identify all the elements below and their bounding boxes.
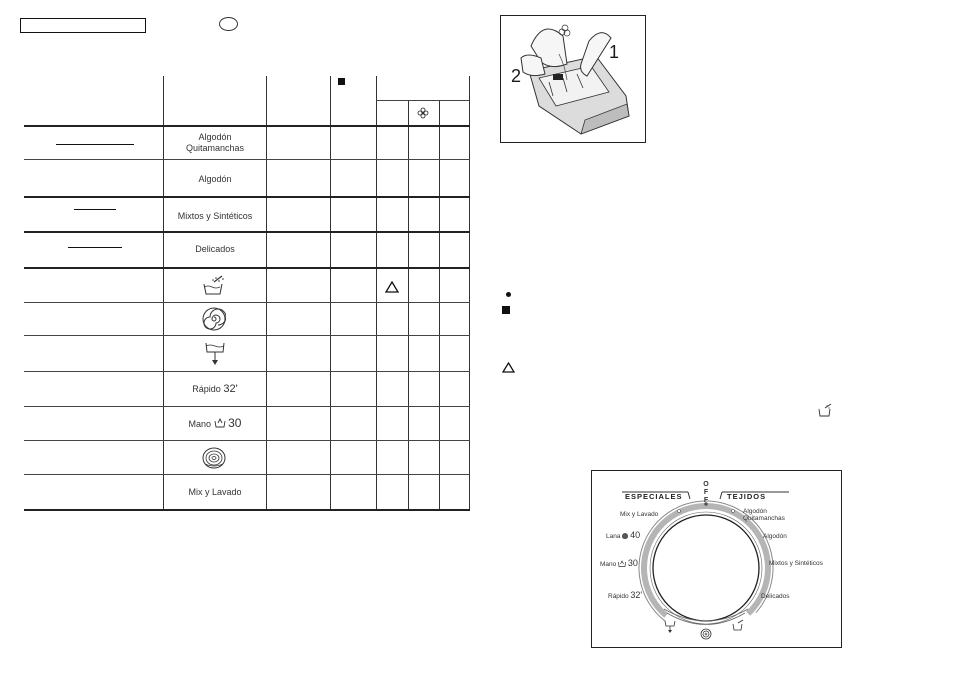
dial-item-cotton: Algodón xyxy=(763,533,787,540)
rinse-shower-small-icon xyxy=(818,403,832,417)
hand-wash-icon xyxy=(214,417,226,428)
softener-flower-icon xyxy=(417,107,429,119)
program-table xyxy=(24,76,470,510)
row-line xyxy=(24,196,470,198)
dial-item-delicate: Delicados xyxy=(761,593,790,600)
row-label-quick: Rápido 32' xyxy=(192,383,238,395)
col-divider xyxy=(439,100,440,510)
row-label-mix-wash: Mix y Lavado xyxy=(188,487,242,497)
detergent-drawer-illustration xyxy=(501,16,645,142)
wool-ball-icon xyxy=(201,446,227,470)
program-dial-panel xyxy=(591,470,842,648)
dial-item-hand: Mano 30 xyxy=(600,558,638,568)
triangle-icon xyxy=(502,362,515,373)
header-subline xyxy=(376,100,469,101)
header-box xyxy=(20,18,146,33)
drain-icon xyxy=(204,340,226,366)
figure-label-2: 2 xyxy=(511,66,522,86)
country-oval-icon xyxy=(219,17,238,31)
col-divider xyxy=(266,76,267,510)
blank-underline xyxy=(74,209,116,210)
row-line xyxy=(24,267,470,269)
row-line xyxy=(24,406,470,407)
row-label-cotton: Algodón xyxy=(198,174,232,184)
row-label-hand-wash: Mano 30 xyxy=(188,416,242,430)
spin-spiral-icon xyxy=(202,307,226,331)
row-line xyxy=(24,302,470,303)
row-line xyxy=(24,371,470,372)
dial-item-cotton-stain: Algodón Quitamanchas xyxy=(743,508,785,522)
rinse-shower-icon xyxy=(202,274,226,296)
row-line xyxy=(24,231,470,233)
dial-item-mix-wash: Mix y Lavado xyxy=(620,511,659,518)
col-divider xyxy=(330,76,331,510)
row-line xyxy=(24,159,470,160)
wool-drop-icon xyxy=(622,533,628,539)
dial-item-quick: Rápido 32' xyxy=(608,590,643,600)
row-line xyxy=(24,335,470,336)
blank-underline xyxy=(68,247,122,248)
col-divider xyxy=(469,76,470,510)
rinse-triangle-icon xyxy=(385,281,399,293)
col-divider xyxy=(408,100,409,510)
row-line xyxy=(24,509,470,511)
row-label-mixed-synthetic: Mixtos y Sintéticos xyxy=(177,211,253,221)
spin-small-icon xyxy=(700,628,712,640)
rinse-small-icon xyxy=(732,619,744,631)
row-line xyxy=(24,440,470,441)
hand-wash-small-icon xyxy=(618,560,626,567)
figure-label-1: 1 xyxy=(609,42,620,62)
dial-off-label: OFF xyxy=(703,481,709,504)
row-label-delicate: Delicados xyxy=(195,244,235,254)
col-divider xyxy=(376,76,377,510)
prewash-square-icon xyxy=(338,78,345,85)
row-line xyxy=(24,125,470,127)
row-line xyxy=(24,474,470,475)
dial-heading-tejidos: TEJIDOS xyxy=(727,492,767,501)
detergent-drawer-figure xyxy=(500,15,646,143)
dial-heading-especiales: ESPECIALES xyxy=(625,492,683,501)
square-icon xyxy=(502,306,510,314)
row-label-cotton-stain: Algodón Quitamanchas xyxy=(185,132,245,153)
bullet-icon xyxy=(506,292,511,297)
blank-underline xyxy=(56,144,134,145)
dial-item-mixed-synthetic: Mixtos y Sintéticos xyxy=(769,560,823,567)
drain-small-icon xyxy=(664,619,676,633)
dial-item-wool: Lana 40 xyxy=(606,530,641,540)
